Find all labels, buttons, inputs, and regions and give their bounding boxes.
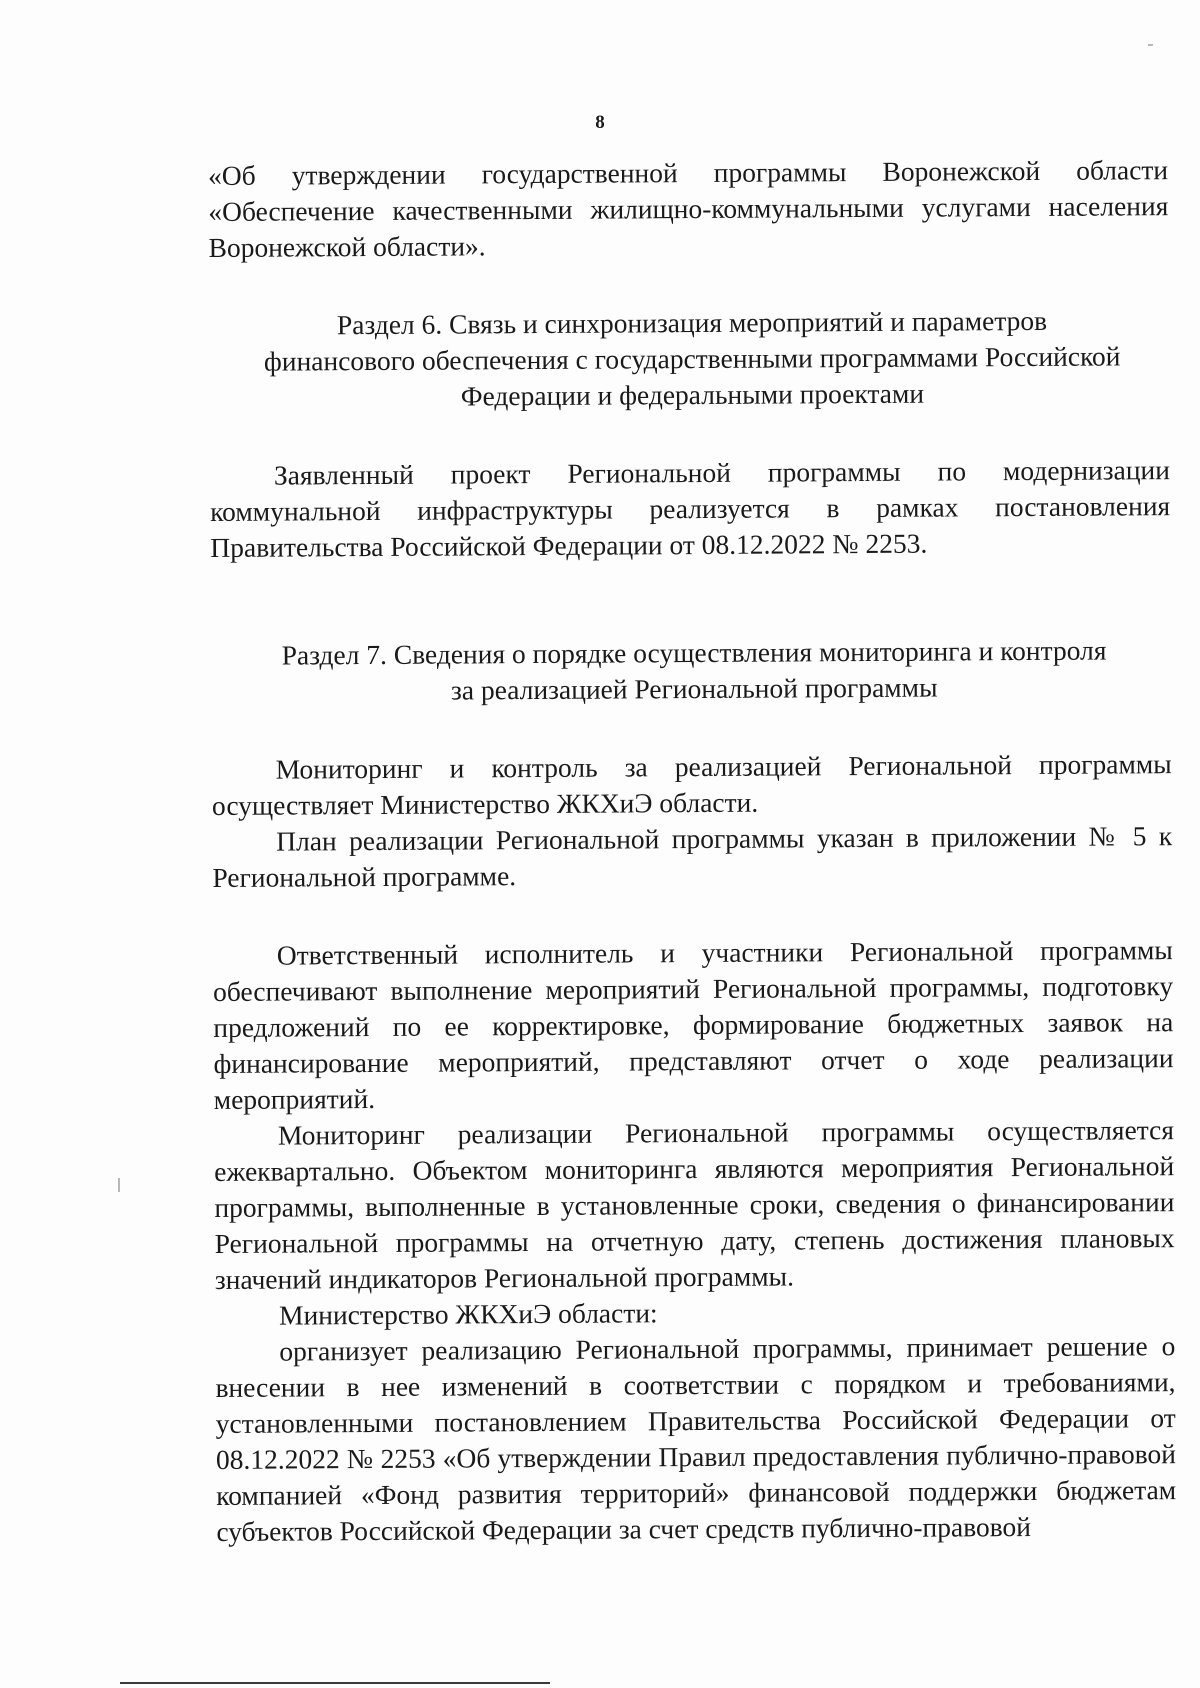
document-body [208, 152, 1176, 1550]
section-7-paragraph-responsible: Ответственный исполнитель и участники Региональной программы обеспечивают выполнение мероприятий Региональной программы, подготовку предложений по ее корректировке, формирование бюджетных заявок на финансирование мероприятий, представляют отчет о ходе реализации мероприятий. [212, 934, 1174, 1115]
section-7-paragraph-monitoring: Мониторинг и контроль за реализацией Региональной программы осуществляет Министерство ЖКХиЭ области. [211, 748, 1172, 821]
section-7-heading-line-2: за реализацией Региональной программы [450, 671, 938, 706]
scan-speck [1148, 44, 1153, 46]
section-7-paragraph-quarterly: Мониторинг реализации Региональной программы осуществляется ежеквартально. Объектом мониторинга являются мероприятия Региональной программы, выполненные в установленные сроки, сведения о финансировании Региональной программы на отчетную дату, степень достижения плановых значений индикаторов Региональной программы. [214, 1114, 1175, 1295]
footnote-rule [120, 1682, 550, 1684]
section-7-heading-line-1: Раздел 7. Сведения о порядке осуществления мониторинга и контроля [281, 634, 1107, 671]
section-7-paragraph-ministry: Министерство ЖКХиЭ области: [278, 1297, 658, 1331]
page-number: 8 [595, 112, 605, 133]
section-6-heading-line-2: финансового обеспечения с государственными программами Российской [263, 340, 1121, 377]
scan-speck [118, 1178, 120, 1192]
section-7-paragraph-organizes: организует реализацию Региональной программы, принимает решение о внесении в нее изменений в соответствии с порядком и требованиями, установленными постановлением Правительства Российской Федерации от 08.12.2022 № 2253 «Об утверждении Правил предоставления публично-правовой компанией «Фонд развития территорий» финансовой поддержки бюджетам субъектов Российской Федерации за счет средств публично-правовой [215, 1330, 1177, 1547]
section-7-paragraph-plan: План реализации Региональной программы указан в приложении № 5 к Региональной программе. [212, 820, 1173, 893]
section-6-paragraph: Заявленный проект Региональной программы по модернизации коммунальной инфраструктуры реализуется в рамках постановления Правительства Российской Федерации от 08.12.2022 № 2253. [210, 454, 1171, 563]
section-6-heading-line-3: Федерации и федеральными проектами [460, 377, 925, 412]
section-6-heading [209, 302, 1170, 416]
section-7-heading [211, 632, 1171, 710]
intro-paragraph: «Об утверждении государственной программы Воронежской области «Обеспечение качественными жилищно-коммунальными услугами населения Воронежской области». [208, 154, 1169, 263]
section-6-heading-line-1: Раздел 6. Связь и синхронизация мероприятий и параметров [336, 304, 1048, 341]
